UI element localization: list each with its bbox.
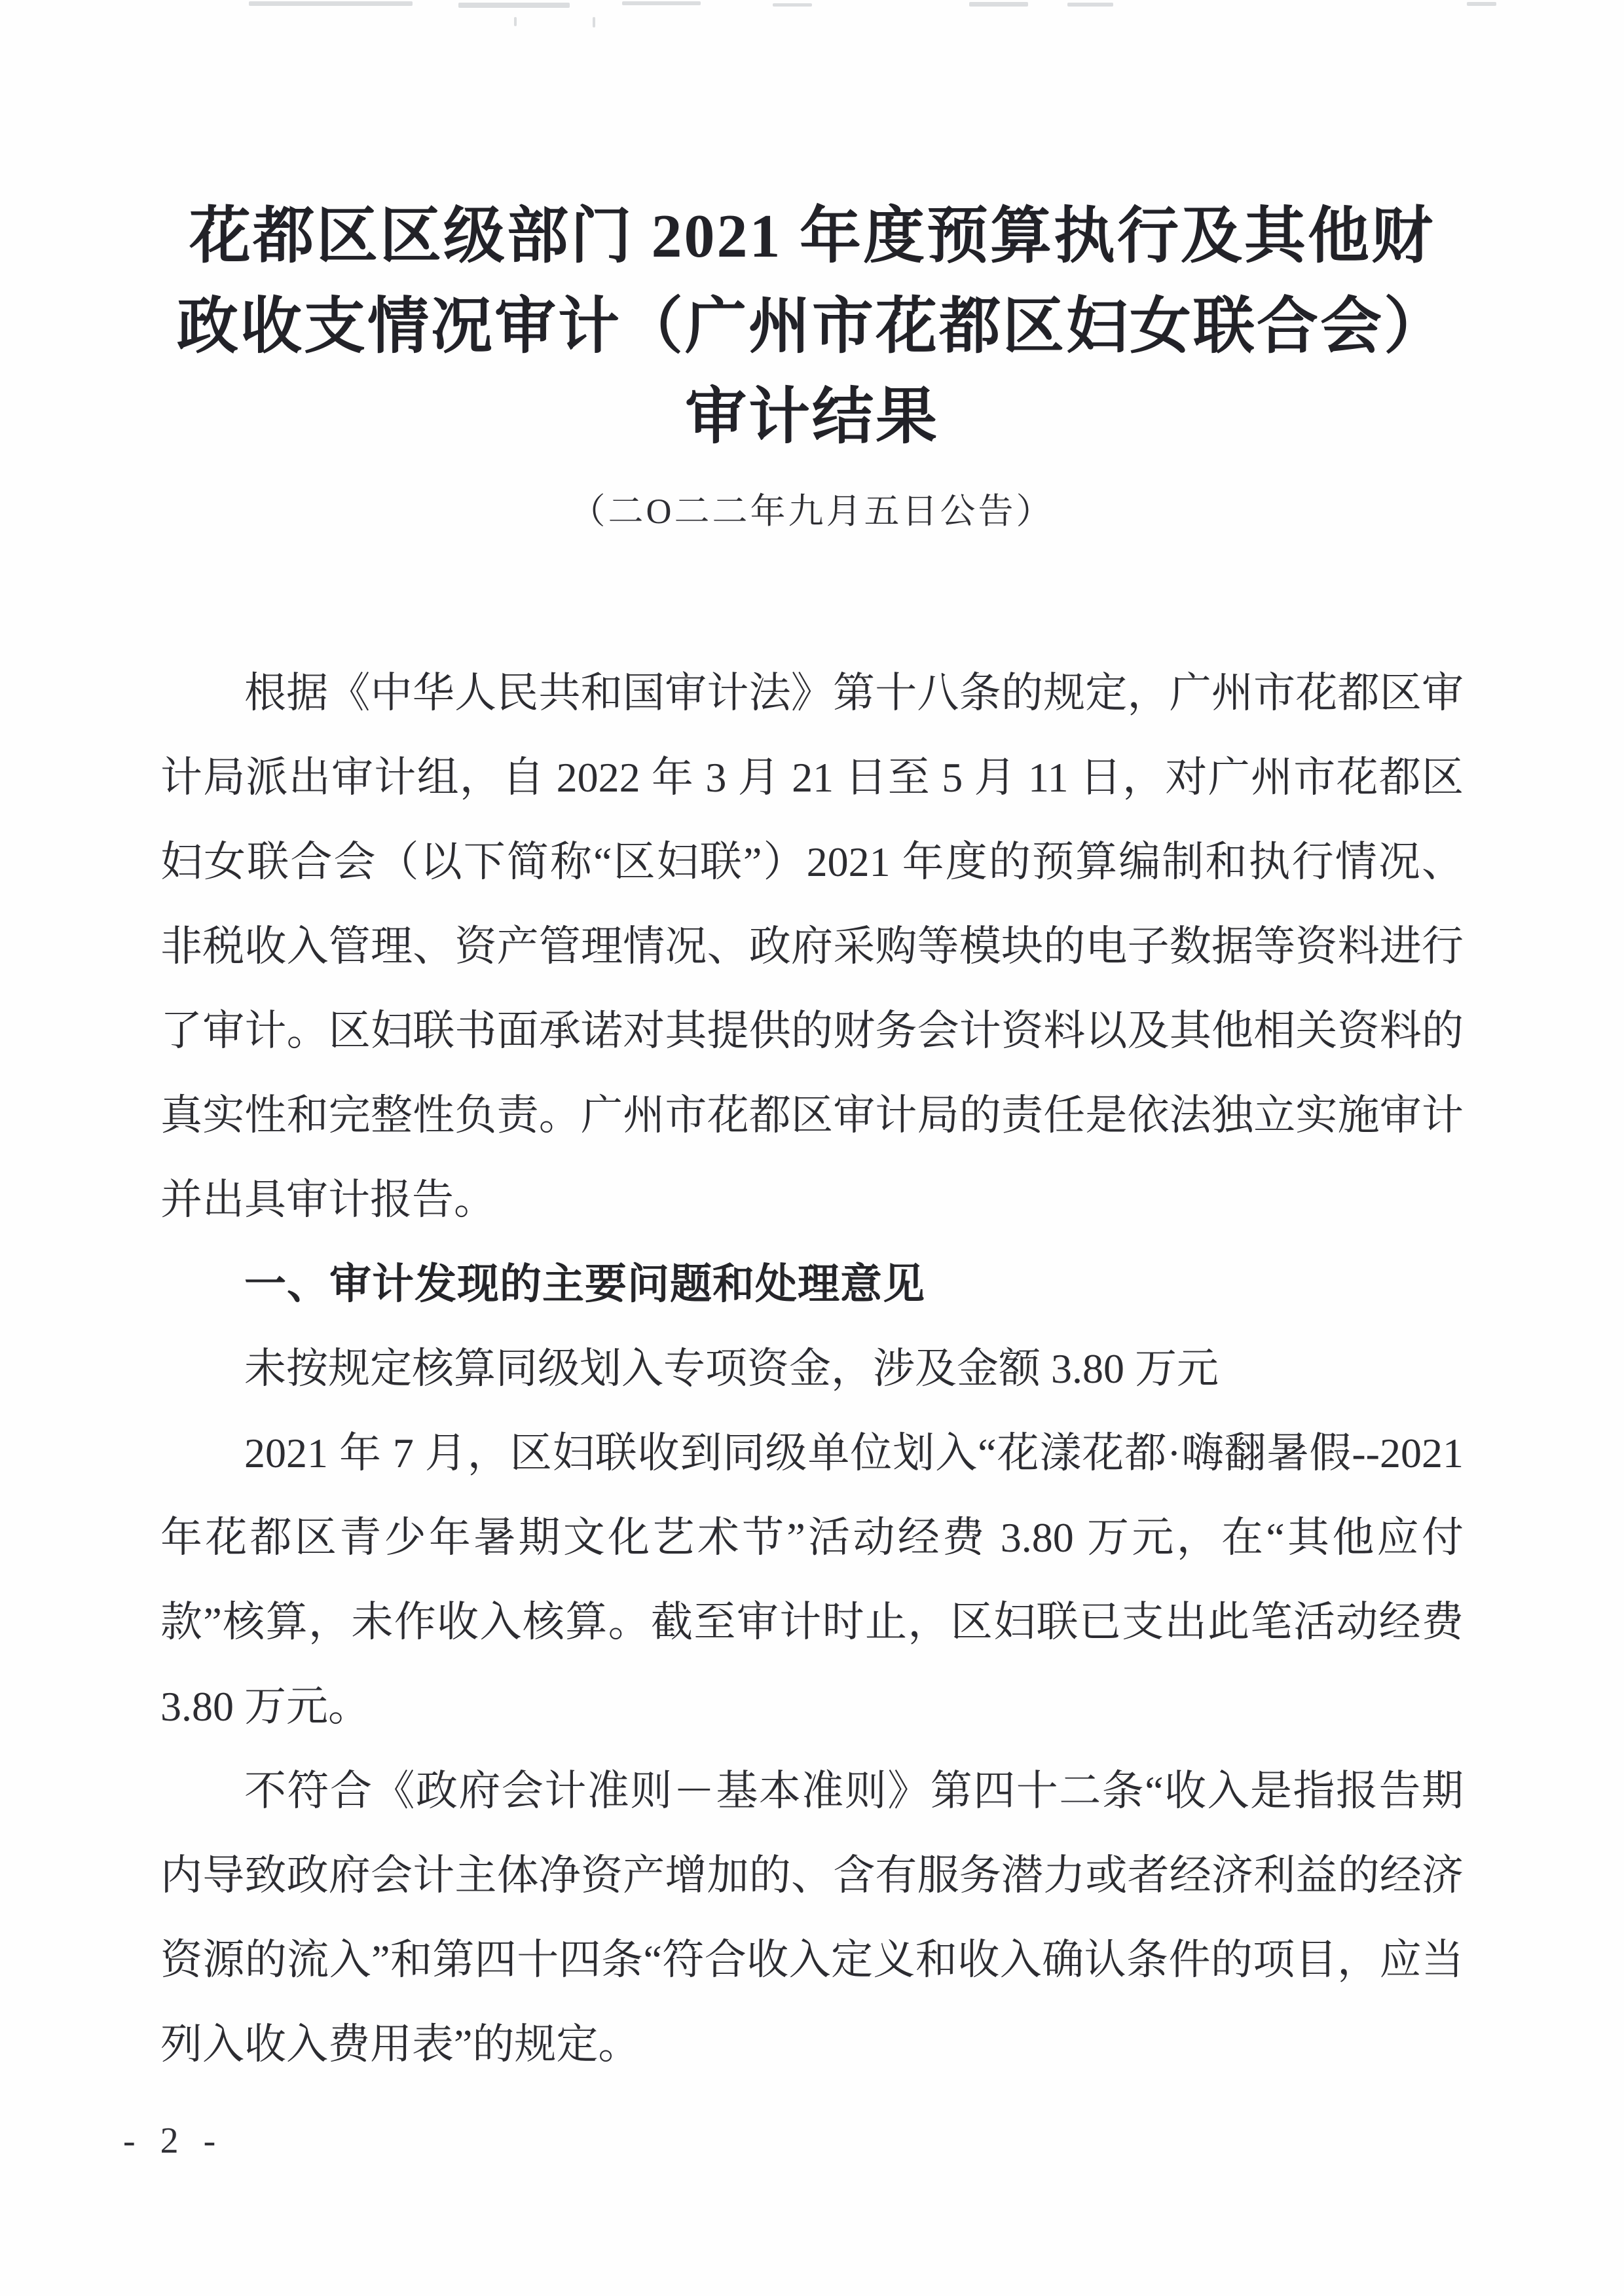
scan-artifact (1067, 3, 1113, 7)
paragraph-audit-basis: 根据《中华人民共和国审计法》第十八条的规定，广州市花都区审计局派出审计组，自 2022 年 3 月 21 日至 5 月 11 日，对广州市花都区妇女联合会（以下简称“区妇联”）2021 年度的预算编制和执行情况、非税收入管理、资产管理情况、政府采购等模块的电子数据等资料进行了审计。区妇联书面承诺对其提供的财务会计资料以及其他相关资料的真实性和完整性负责。广州市花都区审计局的责任是依法独立实施审计并出具审计报告。 (160, 670, 1464, 1223)
scan-artifact (1467, 2, 1496, 6)
document-subtitle-announcement-date: （二O二二年九月五日公告） (570, 492, 1054, 531)
scan-edge-artifacts (0, 0, 1624, 26)
document-title-line-1: 花都区区级部门 2021 年度预算执行及其他财 (189, 202, 1435, 270)
paragraph-finding-detail: 2021 年 7 月，区妇联收到同级单位划入“花漾花都·嗨翻暑假--2021 年花都区青少年暑期文化艺术节”活动经费 3.80 万元，在“其他应付款”核算，未作收入核算。截至审计时止，区妇联已支出此笔活动经费 3.80 万元。 (160, 1430, 1464, 1730)
document-body (160, 651, 1464, 2086)
page-number: - 2 - (123, 2121, 224, 2161)
scan-artifact (622, 1, 701, 5)
scan-artifact (458, 3, 570, 8)
document-title-line-2: 政收支情况审计（广州市花都区妇女联合会） (176, 293, 1447, 361)
scan-artifact (514, 17, 517, 26)
section-heading-audit-findings: 一、审计发现的主要问题和处理意见 (244, 1260, 925, 1307)
scan-artifact (249, 1, 413, 6)
document-title (98, 191, 1526, 462)
scan-artifact (593, 17, 595, 27)
paragraph-regulation-reference: 不符合《政府会计准则－基本准则》第四十二条“收入是指报告期内导致政府会计主体净资产增加的、含有服务潜力或者经济利益的经济资源的流入”和第四十四条“符合收入定义和收入确认条件的项目，应当列入收入费用表”的规定。 (160, 1768, 1464, 2068)
document-title-line-3: 审计结果 (684, 383, 939, 451)
scan-artifact (969, 2, 1028, 7)
scan-artifact (773, 3, 812, 7)
paragraph-finding-summary: 未按规定核算同级划入专项资金，涉及金额 3.80 万元 (244, 1345, 1219, 1392)
